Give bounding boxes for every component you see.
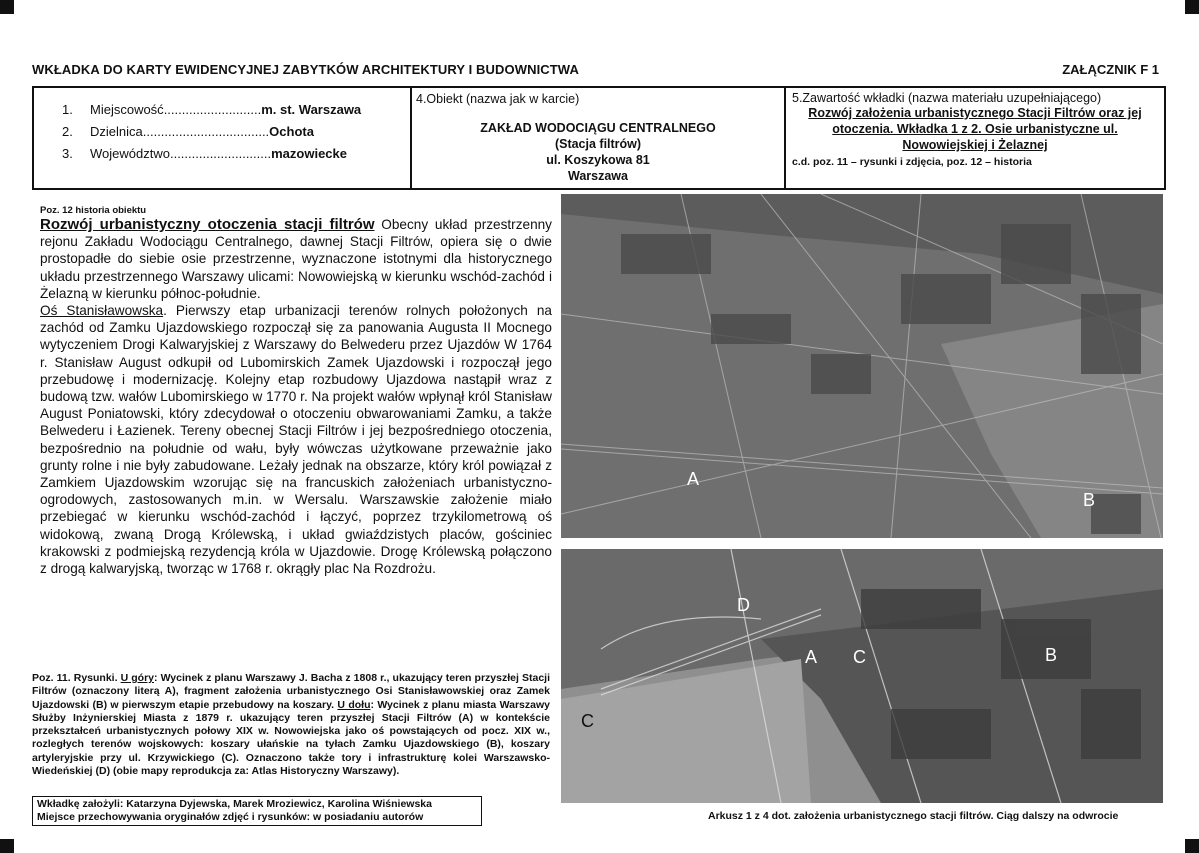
- object-name-line: ul. Koszykowa 81: [546, 153, 650, 167]
- object-name-line: ZAKŁAD WODOCIĄGU CENTRALNEGO: [480, 121, 716, 135]
- map-bottom-label-d: D: [737, 595, 750, 615]
- history-section: [40, 205, 552, 577]
- row-number: 2.: [62, 124, 73, 139]
- object-name-line: (Stacja filtrów): [554, 137, 642, 151]
- corner-mark-bottom-left: [0, 839, 14, 853]
- history-body: [40, 216, 552, 577]
- credits-box: [32, 796, 482, 826]
- row-value: m. st. Warszawa: [261, 102, 362, 117]
- object-column: [412, 88, 786, 188]
- map-bottom-label-c: C: [853, 647, 866, 667]
- contents-title: Rozwój założenia urbanistycznego Stacji Filtrów oraz jej otoczenia. Wkładka 1 z 2. Osie urbanistyczne ul. Nowowiejskiej i Żelaznej: [808, 106, 1142, 152]
- corner-mark-bottom-right: [1185, 839, 1199, 853]
- row-dots: ...........................: [163, 102, 262, 117]
- sheet-note: Arkusz 1 z 4 dot. założenia urbanistycznego stacji filtrów. Ciąg dalszy na odwrocie: [708, 810, 1119, 822]
- location-row-district: [62, 124, 400, 139]
- caption-bottom-label: U dołu: [337, 698, 371, 711]
- row-number: 3.: [62, 146, 73, 161]
- object-label: 4.Obiekt (nazwa jak w karcie): [416, 92, 580, 106]
- figure-caption: [32, 672, 550, 778]
- caption-top-label: U góry: [120, 672, 155, 684]
- caption-bottom-text: : Wycinek z planu miasta Warszawy Służby Inżynierskiej Miasta z 1879 r. ukazujący teren przyszłej Stacji Filtrów (A) w kontekście przekształceń urbanistycznych połowy XIX w. Nowowiejska jako oś powstających od pocz. XIX w., rozległych terenów wojskowych: koszary ułańskie na tyłach Zamku Ujazdowskiego (B), koszary artyleryjskie przy ul. Krzywickiego (C). Oznaczono także tory i infrastrukturę kolei Warszawsko-Wiedeńskiej (D) (obie mapy reprodukcja za: Atlas Historyczny Warszawy).: [32, 698, 550, 778]
- attachment-label: ZAŁĄCZNIK F 1: [1062, 62, 1159, 77]
- location-column: [34, 88, 412, 188]
- map-bach-1808: [561, 194, 1163, 538]
- map-bottom-label-a: A: [805, 647, 818, 667]
- map-top-label-a: A: [687, 469, 700, 489]
- map-top-label-b: B: [1083, 490, 1096, 510]
- corner-mark-top-right: [1185, 0, 1199, 14]
- row-dots: ............................: [169, 146, 272, 161]
- credits-authors: Wkładkę założyli: Katarzyna Dyjewska, Marek Mroziewicz, Karolina Wiśniewska: [37, 798, 432, 810]
- contents-label: 5.Zawartość wkładki (nazwa materiału uzupełniającego): [792, 91, 1102, 105]
- location-row-voivodeship: [62, 146, 400, 161]
- history-poz-label: Poz. 12 historia obiektu: [40, 205, 147, 216]
- row-number: 1.: [62, 102, 73, 117]
- row-label: Miejscowość: [90, 102, 164, 117]
- map-bottom-label-b: B: [1045, 645, 1058, 665]
- history-section-title: Rozwój urbanistyczny otoczenia stacji filtrów: [40, 216, 375, 233]
- row-label: Województwo: [90, 146, 170, 161]
- contents-note: c.d. poz. 11 – rysunki i zdjęcia, poz. 12 – historia: [792, 156, 1032, 168]
- map-bottom-graphic: [561, 549, 1163, 803]
- history-paragraph-1: Obecny układ przestrzenny rejonu Zakładu Wodociągu Centralnego, dawnej Stacji Filtrów, opiera się o dwie prostopadłe do siebie osie przestrzenne, wyznaczone istotnymi dla historycznego układu przestrzennego Warszawy ulicami: Nowowiejską w kierunku wschód-zachód i Żelazną w kierunku północ-południe.: [40, 217, 552, 301]
- credits-storage: Miejsce przechowywania oryginałów zdjęć i rysunków: w posiadaniu autorów: [37, 811, 424, 823]
- row-value: mazowiecke: [271, 146, 347, 161]
- history-subtitle: Oś Stanisławowska: [40, 303, 164, 319]
- contents-column: [786, 88, 1164, 188]
- document-title: WKŁADKA DO KARTY EWIDENCYJNEJ ZABYTKÓW ARCHITEKTURY I BUDOWNICTWA: [32, 62, 579, 77]
- map-top-graphic: [561, 194, 1163, 538]
- corner-mark-top-left: [0, 0, 14, 14]
- map-bottom-label-c-left: C: [581, 711, 594, 731]
- caption-lead: Poz. 11. Rysunki.: [32, 672, 121, 684]
- info-box: [32, 86, 1166, 190]
- object-name-line: Warszawa: [568, 169, 628, 183]
- location-row-city: [62, 102, 400, 117]
- caption-top-text: : Wycinek z planu Warszawy J. Bacha z 1808 r., ukazujący teren przyszłej Stacji Filtrów (oznaczony literą A), fragment założenia urbanistycznego Osi Stanisławowskiej oraz Zamek Ujazdowski (B) w pierwszym etapie przebudowy na koszary.: [32, 672, 550, 711]
- history-paragraph-2: . Pierwszy etap urbanizacji terenów rolnych położonych na zachód od Zamku Ujazdowskiego rozpoczął się za panowania Augusta II Mocnego wytyczeniem Drogi Kalwaryjskiej z Warszawy do Belwederu przez Ujazdów W 1764 r. Stanisław August odkupił od Lubomirskich Zamek Ujazdowski i rozpoczął jego przebudowę i modernizację. Kolejny etap rozbudowy Ujazdowa nastąpił wraz z budową tzw. wałów Lubomirskiego w 1770 r. Na projekt wałów wpłynął król Stanisław August Poniatowski, który zdecydował o otoczeniu obwarowaniami Zamku, a także Belwederu i Łazienek. Tereny obecnej Stacji Filtrów i jej bezpośredniego otoczenia, bezpośrednio na południe od wału, były wówczas użytkowane przeważnie jako grunty rolne i nie były zabudowane. Leżały jednak na obszarze, który król powiązał z Zamkiem Ujazdowskim wzorując się na francuskich założeniach urbanistyczno-ogrodowych, zastosowanych m.in. w Wersalu. Warszawskie założenie miało przebiegać w kierunku wschód-zachód i łączyć, poprzez trzykilometrową oś widokową, zwaną Drogą Królewską, i układ gwiaździstych placów, gościniec krakowski z podmiejską rezydencją króla w Ujazdowie. Drogę Królewską połączono z drogą kalwaryjską, tworząc w 1768 r. okrągły plac Na Rozdrożu.: [40, 303, 552, 577]
- row-value: Ochota: [269, 124, 314, 139]
- row-dots: ...................................: [142, 124, 270, 139]
- object-name: [416, 120, 780, 184]
- row-label: Dzielnica: [90, 124, 143, 139]
- map-engineering-1879: [561, 549, 1163, 803]
